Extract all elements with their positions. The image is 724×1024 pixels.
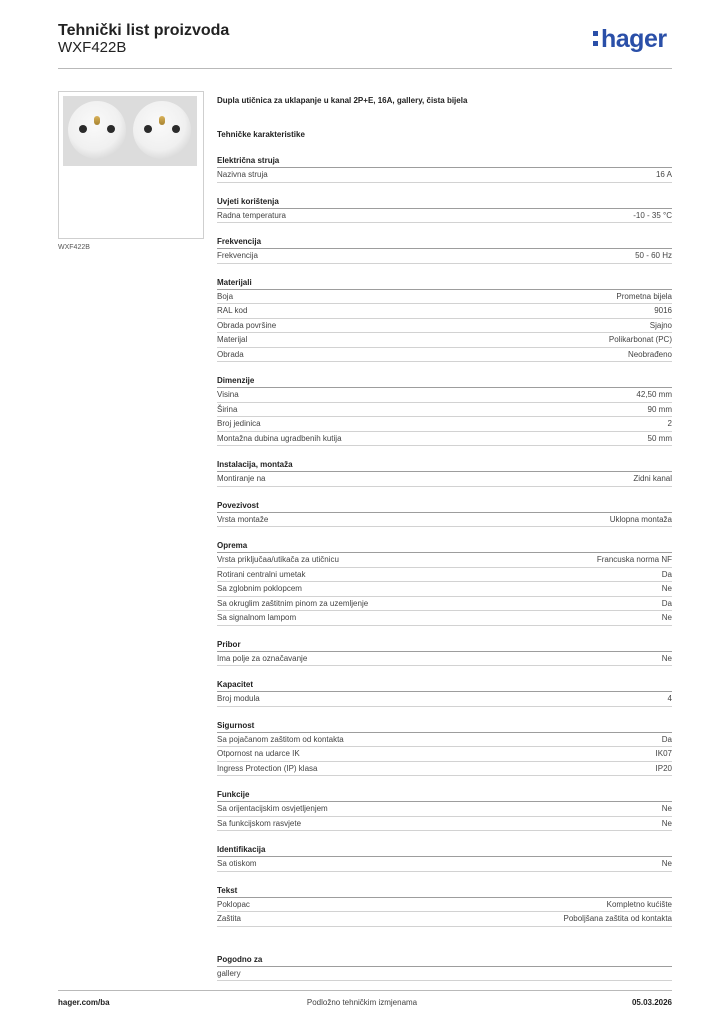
socket-hole xyxy=(107,125,115,133)
spec-label: Frekvencija xyxy=(217,251,258,260)
spec-label: Širina xyxy=(217,404,238,414)
spec-label: Vrsta montaže xyxy=(217,514,269,524)
spec-label: Sa funkcijskom rasvjete xyxy=(217,818,302,828)
spec-value: Poboljšana zaštita od kontakta xyxy=(563,914,672,923)
logo-text: hager xyxy=(601,25,667,53)
spec-value: Uklopna montaža xyxy=(609,514,672,524)
spec-row xyxy=(217,582,672,597)
section-title: Oprema xyxy=(217,539,672,553)
spec-value: 42,50 mm xyxy=(636,390,672,399)
spec-label: Broj modula xyxy=(217,694,260,703)
spec-value: Polikarbonat (PC) xyxy=(608,335,672,344)
suitable-for-item xyxy=(217,967,672,982)
spec-value: 16 A xyxy=(655,170,672,179)
spec-row xyxy=(217,762,672,777)
spec-value: Prometna bijela xyxy=(616,291,672,301)
socket-outlet-left xyxy=(68,101,126,159)
spec-row xyxy=(217,290,672,305)
page-title: Tehnički list proizvoda xyxy=(58,22,230,39)
section-title: Pribor xyxy=(217,638,672,652)
section-title: Identifikacija xyxy=(217,843,672,857)
footer-website: hager.com/ba xyxy=(58,998,110,1007)
spec-value: Ne xyxy=(661,859,672,868)
spec-label: Nazivna struja xyxy=(217,170,268,179)
spec-label: Materijal xyxy=(217,335,248,344)
section-title: Materijali xyxy=(217,276,672,290)
section-title: Pogodno za xyxy=(217,953,672,967)
spec-sections xyxy=(217,154,672,927)
socket-outlet-right xyxy=(133,101,191,159)
spec-section xyxy=(217,678,672,707)
section-title: Tekst xyxy=(217,884,672,898)
section-title: Sigurnost xyxy=(217,719,672,733)
spec-label: Montažna dubina ugradbenih kutija xyxy=(217,433,342,443)
spec-section xyxy=(217,499,672,528)
spec-label: Radna temperatura xyxy=(217,210,286,220)
earth-pin xyxy=(159,116,165,125)
section-title: Kapacitet xyxy=(217,678,672,692)
spec-value: Ne xyxy=(661,584,672,593)
spec-value: Kompletno kućište xyxy=(606,899,672,909)
spec-value: 90 mm xyxy=(647,404,672,414)
spec-value: Da xyxy=(661,598,672,608)
spec-section xyxy=(217,884,672,927)
spec-row xyxy=(217,432,672,447)
earth-pin xyxy=(94,116,100,125)
spec-value: Neobrađeno xyxy=(627,349,672,359)
socket-hole xyxy=(172,125,180,133)
spec-row xyxy=(217,513,672,528)
suitable-for-section xyxy=(217,953,672,982)
spec-value: Ne xyxy=(661,804,672,813)
spec-label: Poklopac xyxy=(217,899,250,909)
spec-row xyxy=(217,249,672,264)
spec-row xyxy=(217,747,672,762)
spec-value: 4 xyxy=(667,694,672,703)
section-title: Uvjeti korištenja xyxy=(217,195,672,209)
spec-row xyxy=(217,319,672,334)
spec-row xyxy=(217,403,672,418)
spec-row xyxy=(217,912,672,927)
spec-row xyxy=(217,304,672,319)
spec-section xyxy=(217,195,672,224)
product-reference: WXF422B xyxy=(58,39,127,56)
spec-row xyxy=(217,388,672,403)
spec-section xyxy=(217,374,672,446)
spec-section xyxy=(217,843,672,872)
spec-row xyxy=(217,652,672,667)
spec-section xyxy=(217,638,672,667)
socket-hole xyxy=(79,125,87,133)
suitable-for-label: gallery xyxy=(217,968,241,978)
spec-value: 50 - 60 Hz xyxy=(635,251,672,260)
spec-label: Sa zglobnim poklopcem xyxy=(217,584,302,593)
spec-label: Sa orijentacijskim osvjetljenjem xyxy=(217,804,328,813)
hager-logo xyxy=(593,27,667,52)
spec-section xyxy=(217,788,672,831)
footer-date: 05.03.2026 xyxy=(631,998,672,1007)
spec-value: Ne xyxy=(661,613,672,622)
spec-section xyxy=(217,235,672,264)
spec-label: Vrsta priključaa/utikača za utičnicu xyxy=(217,555,339,564)
spec-value: Sjajno xyxy=(649,320,672,330)
spec-value: 50 mm xyxy=(647,433,672,443)
spec-label: RAL kod xyxy=(217,306,248,315)
spec-row xyxy=(217,802,672,817)
spec-value: Francuska norma NF xyxy=(596,555,672,564)
spec-row xyxy=(217,417,672,432)
section-title: Instalacija, montaža xyxy=(217,458,672,472)
spec-label: Visina xyxy=(217,390,239,399)
spec-label: Sa otiskom xyxy=(217,859,257,868)
socket-plate xyxy=(63,96,197,166)
spec-label: Obrada površine xyxy=(217,320,277,330)
section-title: Povezivost xyxy=(217,499,672,513)
spec-label: Otpornost na udarce IK xyxy=(217,749,300,758)
spec-value: IP20 xyxy=(655,763,672,773)
spec-content xyxy=(217,96,672,981)
spec-row xyxy=(217,553,672,568)
spec-value: IK07 xyxy=(655,749,672,758)
spec-section xyxy=(217,154,672,183)
spec-row xyxy=(217,611,672,626)
spec-label: Boja xyxy=(217,291,234,301)
spec-label: Ima polje za označavanje xyxy=(217,653,308,663)
spec-value: 9016 xyxy=(654,306,672,315)
spec-row xyxy=(217,472,672,487)
spec-label: Obrada xyxy=(217,349,244,359)
spec-section xyxy=(217,719,672,777)
spec-section xyxy=(217,458,672,487)
spec-value: Ne xyxy=(661,653,672,663)
footer-divider xyxy=(58,990,672,991)
image-caption: WXF422B xyxy=(58,244,90,251)
spec-row xyxy=(217,209,672,224)
spec-section xyxy=(217,276,672,363)
socket-hole xyxy=(144,125,152,133)
spec-label: Sa pojačanom zaštitom od kontakta xyxy=(217,734,344,744)
header-divider xyxy=(58,68,672,69)
product-image xyxy=(58,91,204,239)
spec-value: Ne xyxy=(661,818,672,828)
section-title: Frekvencija xyxy=(217,235,672,249)
spec-label: Ingress Protection (IP) klasa xyxy=(217,763,318,773)
spec-value: Da xyxy=(661,734,672,744)
logo-colon-mark xyxy=(593,31,598,46)
spec-value: Zidni kanal xyxy=(633,474,672,483)
spec-row xyxy=(217,333,672,348)
section-title: Električna struja xyxy=(217,154,672,168)
spec-label: Rotirani centralni umetak xyxy=(217,569,306,579)
spec-value: -10 - 35 °C xyxy=(633,210,672,220)
spec-row xyxy=(217,597,672,612)
product-description: Dupla utičnica za uklapanje u kanal 2P+E, 16A, gallery, čista bijela xyxy=(217,96,468,105)
spec-value: 2 xyxy=(667,419,672,428)
spec-label: Sa signalnom lampom xyxy=(217,613,297,622)
section-title: Dimenzije xyxy=(217,374,672,388)
spec-section xyxy=(217,539,672,626)
spec-label: Sa okruglim zaštitnim pinom za uzemljenje xyxy=(217,598,369,608)
spec-label: Montiranje na xyxy=(217,474,266,483)
spec-value: Da xyxy=(661,569,672,579)
features-heading: Tehničke karakteristike xyxy=(217,130,305,139)
spec-row xyxy=(217,898,672,913)
spec-row xyxy=(217,733,672,748)
spec-row xyxy=(217,168,672,183)
spec-row xyxy=(217,568,672,583)
footer-note: Podložno tehničkim izmjenama xyxy=(306,998,418,1007)
section-title: Funkcije xyxy=(217,788,672,802)
spec-row xyxy=(217,692,672,707)
spec-row xyxy=(217,348,672,363)
spec-row xyxy=(217,817,672,832)
spec-label: Zaštita xyxy=(217,914,242,923)
spec-row xyxy=(217,857,672,872)
spec-label: Broj jedinica xyxy=(217,419,261,428)
